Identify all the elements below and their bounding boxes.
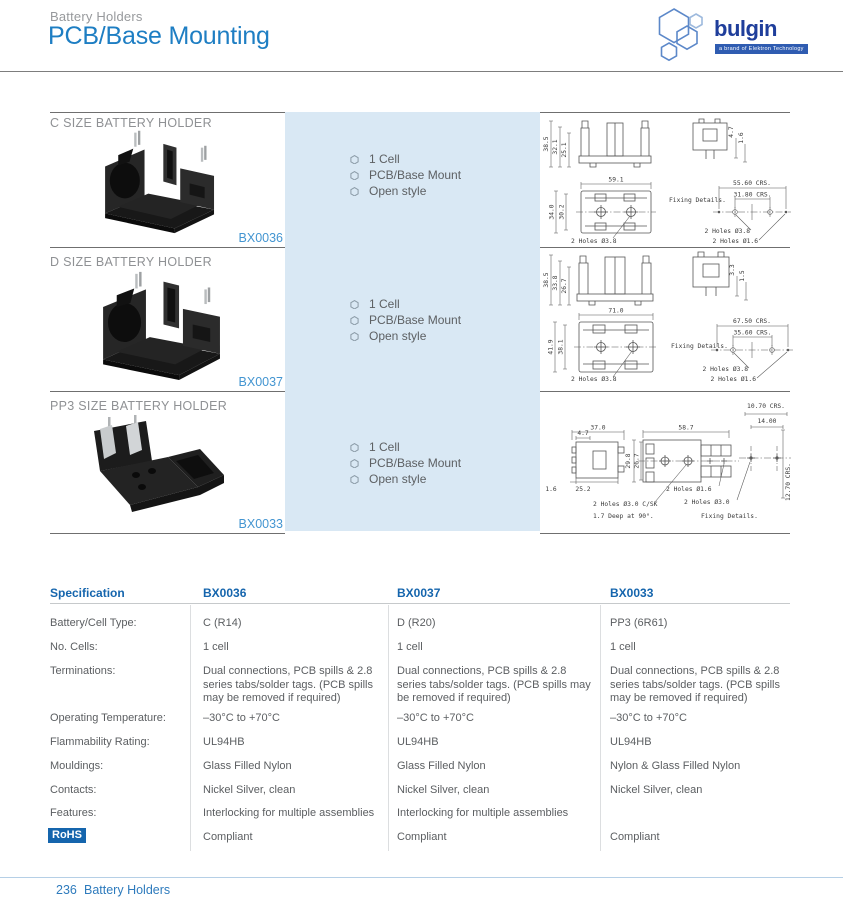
product-photo-d <box>85 268 240 385</box>
spec-cell: PP3 (6R61) <box>610 617 668 629</box>
table-header-divider <box>50 603 790 604</box>
hole-label: 2 Holes Ø3.8 <box>704 228 750 235</box>
spec-cell: UL94HB <box>610 736 652 748</box>
hexagon-bullet-icon <box>350 155 359 164</box>
product-code-d: BX0037 <box>238 375 283 389</box>
product-title-d: D SIZE BATTERY HOLDER <box>50 255 212 269</box>
spec-cell: Compliant <box>610 831 660 843</box>
dim-label: 1.6 <box>545 486 557 493</box>
spec-cell: Compliant <box>397 831 447 843</box>
feature-item <box>350 298 461 311</box>
dim-label: 38.5 <box>543 272 550 288</box>
hexagon-bullet-icon <box>350 475 359 484</box>
spec-cell: Dual connections, PCB spills & 2.8 series tabs/solder tags. (PCB spills may be removed if required) <box>203 665 373 704</box>
logo-tagline: a brand of Elektron Technology <box>715 44 808 54</box>
spec-cell: –30°C to +70°C <box>610 712 687 724</box>
hexagon-bullet-icon <box>350 300 359 309</box>
bulgin-logo <box>652 4 802 68</box>
feature-label: Open style <box>369 184 427 198</box>
hole-label: 2 Holes Ø3.8 <box>571 376 617 382</box>
logo-brand-text: bulgin <box>714 16 777 41</box>
hole-label: 2 Holes Ø1.6 <box>666 486 712 493</box>
hole-label: 2 Holes Ø3.8 <box>702 366 748 373</box>
dim-label: 41.9 <box>547 339 555 355</box>
product-title-pp3: PP3 SIZE BATTERY HOLDER <box>50 399 228 413</box>
spec-cell: Interlocking for multiple assemblies <box>397 807 569 819</box>
product-code-c: BX0036 <box>238 231 283 245</box>
feature-label: Open style <box>369 472 427 486</box>
feature-label: 1 Cell <box>369 152 400 166</box>
spec-cell: Glass Filled Nylon <box>203 760 292 772</box>
technical-drawing-bx0036 <box>543 114 795 246</box>
spec-row-label: Operating Temperature: <box>50 712 166 724</box>
spec-cell: 1 cell <box>203 641 229 653</box>
spec-table-header-bx0036: BX0036 <box>203 586 247 600</box>
spec-table-header-bx0033: BX0033 <box>610 586 654 600</box>
hole-label: 2 Holes Ø3.0 <box>684 499 730 506</box>
row-divider <box>540 247 790 248</box>
column-divider <box>600 605 601 851</box>
spec-cell: Nickel Silver, clean <box>397 784 490 796</box>
spec-cell: Nickel Silver, clean <box>610 784 703 796</box>
row-divider <box>50 391 285 392</box>
hexagon-bullet-icon <box>350 332 359 341</box>
spec-cell: 1 cell <box>397 641 423 653</box>
spec-cell: Dual connections, PCB spills & 2.8 series tabs/solder tags. (PCB spills may be removed if required) <box>397 665 591 704</box>
crs-label: 14.00 <box>757 418 777 425</box>
dim-label: 25.1 <box>561 142 568 158</box>
hexagon-bullet-icon <box>350 459 359 468</box>
row-divider <box>540 533 790 534</box>
feature-label: PCB/Base Mount <box>369 456 462 470</box>
spec-cell: Nylon & Glass Filled Nylon <box>610 760 741 772</box>
feature-label: PCB/Base Mount <box>369 313 462 327</box>
dim-label: 29.8 <box>625 453 632 469</box>
feature-label: PCB/Base Mount <box>369 168 462 182</box>
dim-label: 71.0 <box>608 307 624 315</box>
feature-item <box>350 330 461 343</box>
spec-table-header-bx0037: BX0037 <box>397 586 441 600</box>
spec-row-label: Features: <box>50 807 97 819</box>
hole-label: 2 Holes Ø1.6 <box>712 238 758 245</box>
spec-cell: Dual connections, PCB spills & 2.8 series tabs/solder tags. (PCB spills may be removed if required) <box>610 665 780 704</box>
spec-row-label: Mouldings: <box>50 760 104 772</box>
feature-label: 1 Cell <box>369 297 400 311</box>
hole-label: 2 Holes Ø1.6 <box>710 376 756 382</box>
dim-label: 1.6 <box>738 132 745 144</box>
rohs-badge: RoHS <box>48 828 86 843</box>
fixing-details-label: Fixing Details. <box>671 343 728 350</box>
spec-cell: D (R20) <box>397 617 436 629</box>
dim-label: 1.5 <box>739 270 746 282</box>
hexagon-logo-icon <box>652 4 712 66</box>
dim-label: 25.2 <box>575 486 591 493</box>
row-divider <box>50 112 285 113</box>
spec-cell: UL94HB <box>203 736 245 748</box>
dim-label: 38.5 <box>543 136 550 152</box>
spec-cell: –30°C to +70°C <box>203 712 280 724</box>
dim-label: 3.3 <box>729 264 736 276</box>
feature-item <box>350 169 461 182</box>
row-divider <box>50 533 285 534</box>
row-divider <box>540 112 790 113</box>
product-code-pp3: BX0033 <box>238 517 283 531</box>
feature-label: 1 Cell <box>369 440 400 454</box>
hole-label: 2 Holes Ø3.0 C/SK <box>593 501 658 508</box>
hole-label: 2 Holes Ø3.8 <box>571 238 617 245</box>
spec-row-label: Flammability Rating: <box>50 736 150 748</box>
footer-section-name: Battery Holders <box>84 883 171 897</box>
crs-label: 31.80 CRS. <box>733 191 772 199</box>
row-divider <box>540 391 790 392</box>
crs-label: 10.70 CRS. <box>747 403 785 410</box>
crs-label: 67.50 CRS. <box>733 318 771 325</box>
row-divider <box>50 247 285 248</box>
dim-label: 38.1 <box>557 339 565 355</box>
dim-label: 58.7 <box>678 424 694 432</box>
header-divider <box>0 71 843 72</box>
fixing-details-label: Fixing Details. <box>669 197 726 204</box>
dim-label: 33.8 <box>552 275 559 291</box>
spec-cell: Nickel Silver, clean <box>203 784 296 796</box>
spec-table-header: Specification <box>50 586 125 600</box>
crs-label: 55.60 CRS. <box>733 180 771 187</box>
spec-cell: –30°C to +70°C <box>397 712 474 724</box>
feature-list-pp3 <box>350 441 461 486</box>
footer-divider <box>0 877 843 878</box>
product-title-c: C SIZE BATTERY HOLDER <box>50 116 212 130</box>
spec-cell: Compliant <box>203 831 253 843</box>
hexagon-bullet-icon <box>350 316 359 325</box>
spec-row-label: Battery/Cell Type: <box>50 617 137 629</box>
spec-cell: C (R14) <box>203 617 242 629</box>
feature-item <box>350 473 461 486</box>
product-photo-c <box>88 127 233 240</box>
technical-drawing-bx0037 <box>543 250 795 382</box>
spec-cell: 1 cell <box>610 641 636 653</box>
feature-item <box>350 457 461 470</box>
feature-item <box>350 314 461 327</box>
dim-label: 32.1 <box>552 139 559 155</box>
crs-label: 12.70 CRS. <box>785 463 792 501</box>
dim-label: 26.7 <box>633 453 641 469</box>
feature-list-d <box>350 298 461 343</box>
fixing-details-label: Fixing Details. <box>701 513 758 520</box>
feature-list-c <box>350 153 461 198</box>
dim-label: 30.2 <box>558 204 566 220</box>
feature-item <box>350 153 461 166</box>
spec-cell: Interlocking for multiple assemblies <box>203 807 375 819</box>
hexagon-bullet-icon <box>350 443 359 452</box>
hexagon-bullet-icon <box>350 187 359 196</box>
crs-label: 35.60 CRS. <box>733 329 772 337</box>
hexagon-bullet-icon <box>350 171 359 180</box>
spec-row-label: Terminations: <box>50 665 116 677</box>
spec-cell: Glass Filled Nylon <box>397 760 486 772</box>
feature-item <box>350 185 461 198</box>
spec-cell: UL94HB <box>397 736 439 748</box>
footer-page-number: 236 <box>56 883 77 897</box>
dim-label: 4.7 <box>728 126 735 138</box>
spec-row-label: Contacts: <box>50 784 97 796</box>
feature-item <box>350 441 461 454</box>
page-eyebrow: Battery Holders <box>50 9 143 24</box>
spec-row-label: No. Cells: <box>50 641 98 653</box>
page-title: PCB/Base Mounting <box>48 22 270 50</box>
hole-label: 1.7 Deep at 90°. <box>593 513 654 520</box>
product-photo-pp3 <box>72 413 232 528</box>
dim-label: 34.0 <box>548 204 556 220</box>
technical-drawing-bx0033 <box>543 394 795 526</box>
feature-label: Open style <box>369 329 427 343</box>
dim-label: 4.7 <box>577 430 589 437</box>
dim-label: 26.7 <box>561 278 568 294</box>
dim-label: 37.0 <box>590 424 606 432</box>
dim-label: 59.1 <box>608 176 624 184</box>
